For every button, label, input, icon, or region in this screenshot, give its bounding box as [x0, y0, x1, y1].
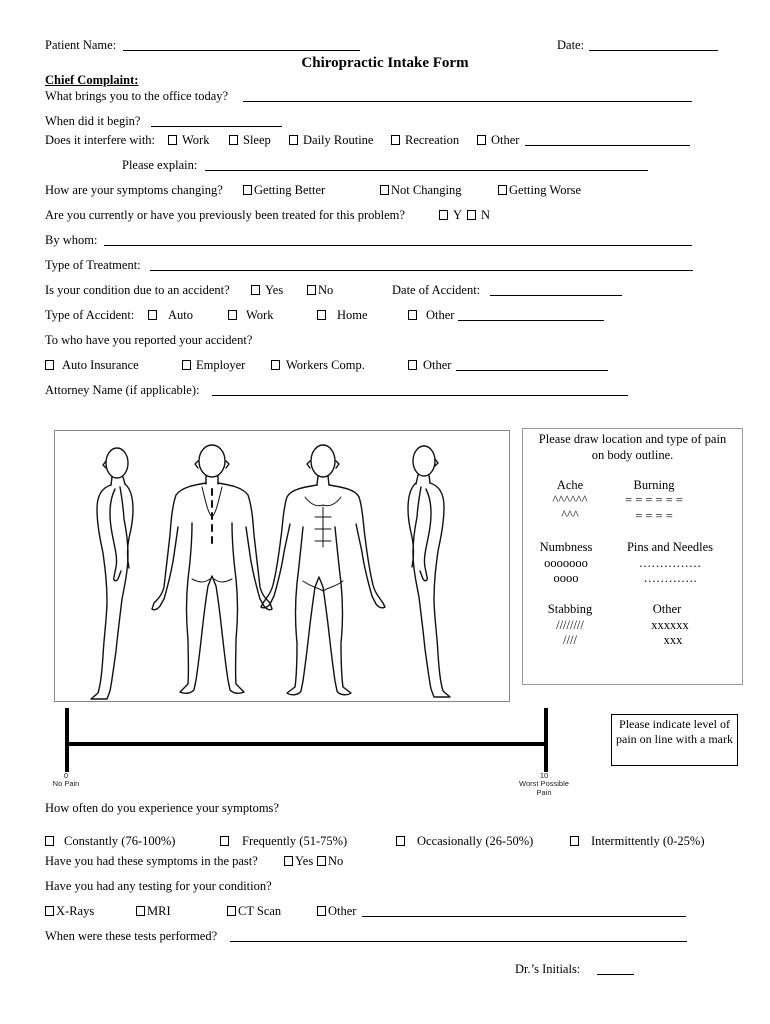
scale-max-label: Worst Possible — [519, 779, 569, 788]
checkbox-icon — [477, 135, 486, 145]
date-field[interactable] — [589, 50, 718, 51]
pain-scale[interactable] — [40, 700, 600, 780]
date-accident-label: Date of Accident: — [392, 283, 481, 297]
initials-field[interactable] — [597, 974, 634, 975]
type-accident-label: Type of Accident: — [45, 308, 135, 322]
getting-worse-checkbox[interactable] — [498, 183, 581, 198]
form-title: Chiropractic Intake Form — [301, 55, 469, 71]
reported-label: To who have you reported your accident? — [45, 333, 253, 347]
option-label: Auto — [168, 308, 193, 322]
scale-max-value: 10 — [539, 771, 549, 780]
checkbox-icon — [182, 360, 191, 370]
accident-auto-checkbox[interactable] — [148, 308, 193, 323]
body-outline-figures — [55, 431, 509, 701]
pain-scale-left-tick — [65, 708, 69, 772]
checkbox-icon — [168, 135, 177, 145]
testing-label: Have you had any testing for your condition? — [45, 879, 272, 893]
checkbox-icon — [307, 285, 316, 295]
option-label: N — [481, 208, 491, 222]
checkbox-icon — [317, 906, 326, 916]
accident-other-field[interactable] — [458, 320, 604, 321]
reported-other-checkbox[interactable] — [408, 358, 451, 373]
checkbox-icon — [408, 310, 417, 320]
legend-numbness-symbol-2: oooo — [553, 571, 579, 585]
checkbox-icon — [220, 836, 229, 846]
option-label: Sleep — [243, 133, 271, 147]
freq-intermittently-checkbox[interactable] — [570, 834, 705, 849]
legend-burning-name: Burning — [633, 478, 675, 492]
by-whom-field[interactable] — [104, 245, 692, 246]
tests-when-label: When were these tests performed? — [45, 929, 218, 943]
interfere-label: Does it interfere with: — [45, 133, 156, 147]
interfere-other-field[interactable] — [525, 145, 690, 146]
legend-other-symbol: xxxxxx — [651, 618, 689, 632]
legend-numbness-symbol: ooooooo — [544, 556, 588, 570]
reported-employer-checkbox[interactable] — [182, 358, 245, 373]
past-label: Have you had these symptoms in the past? — [45, 854, 258, 868]
when-begin-label: When did it begin? — [45, 114, 141, 128]
checkbox-icon — [229, 135, 238, 145]
option-label: No — [318, 283, 334, 297]
checkbox-icon — [284, 856, 293, 866]
type-treatment-label: Type of Treatment: — [45, 258, 141, 272]
accident-no-checkbox[interactable] — [307, 283, 333, 298]
checkbox-icon — [570, 836, 579, 846]
reported-workers-comp-checkbox[interactable] — [271, 358, 365, 373]
accident-yes-checkbox[interactable] — [251, 283, 283, 298]
legend-intro: Please draw location and type of pain on body outline. — [538, 432, 727, 462]
legend-ache-symbol-2: ^^^ — [561, 508, 579, 522]
accident-label: Is your condition due to an accident? — [45, 283, 230, 297]
figure-side-right — [408, 446, 450, 697]
checkbox-icon — [271, 360, 280, 370]
option-label: Recreation — [405, 133, 460, 147]
option-label: Yes — [265, 283, 284, 297]
checkbox-icon — [317, 310, 326, 320]
option-label: No — [328, 854, 344, 868]
option-label: Getting Worse — [509, 183, 582, 197]
patient-name-label: Patient Name: — [45, 38, 117, 52]
checkbox-icon — [136, 906, 145, 916]
legend-pins-symbol: …………… — [638, 556, 702, 570]
option-label: Occasionally (26-50%) — [417, 834, 534, 848]
treated-no-checkbox[interactable] — [467, 208, 490, 223]
checkbox-icon — [148, 310, 157, 320]
legend-ache-name: Ache — [556, 478, 584, 492]
by-whom-label: By whom: — [45, 233, 98, 247]
pain-scale-right-tick — [544, 708, 548, 772]
interfere-other-checkbox[interactable] — [477, 133, 519, 148]
option-label: Daily Routine — [303, 133, 374, 147]
interfere-work-checkbox[interactable] — [168, 133, 209, 148]
test-other-field[interactable] — [362, 916, 686, 917]
legend-stabbing-name: Stabbing — [547, 602, 593, 616]
option-label: Getting Better — [254, 183, 326, 197]
freq-occasionally-checkbox[interactable] — [396, 834, 533, 849]
tests-when-field[interactable] — [230, 941, 687, 942]
test-ctscan-checkbox[interactable] — [227, 904, 281, 919]
checkbox-icon — [396, 836, 405, 846]
legend-stabbing-symbol: //////// — [556, 618, 584, 632]
interfere-sleep-checkbox[interactable] — [229, 133, 271, 148]
what-brings-field[interactable] — [243, 101, 692, 102]
option-label: Workers Comp. — [286, 358, 365, 372]
checkbox-icon — [227, 906, 236, 916]
not-changing-checkbox[interactable] — [380, 183, 461, 198]
option-label: Auto Insurance — [62, 358, 139, 372]
treated-label: Are you currently or have you previously been treated for this problem? — [45, 208, 405, 222]
option-label: Other — [426, 308, 455, 322]
body-outline-area[interactable] — [54, 430, 510, 702]
past-yes-checkbox[interactable] — [284, 854, 313, 869]
figure-back — [152, 445, 272, 693]
option-label: Frequently (51-75%) — [242, 834, 348, 848]
date-label: Date: — [557, 38, 585, 52]
initials-label: Dr.’s Initials: — [515, 962, 581, 976]
please-explain-label: Please explain: — [122, 158, 198, 172]
pain-legend — [522, 428, 743, 685]
scale-max-label-2: Pain — [536, 788, 552, 797]
option-label: Work — [182, 133, 210, 147]
interfere-recreation-checkbox[interactable] — [391, 133, 459, 148]
type-treatment-field[interactable] — [150, 270, 693, 271]
legend-ache-symbol: ^^^^^^ — [552, 493, 588, 507]
option-label: Not Changing — [391, 183, 462, 197]
option-label: X-Rays — [56, 904, 95, 918]
figure-side-left — [91, 448, 133, 699]
checkbox-icon — [228, 310, 237, 320]
legend-stabbing-symbol-2: //// — [563, 633, 577, 647]
option-label: Y — [453, 208, 463, 222]
pain-scale-note: Please indicate level of pain on line with a mark — [611, 714, 738, 766]
option-label: Work — [246, 308, 274, 322]
interfere-daily-routine-checkbox[interactable] — [289, 133, 373, 148]
option-label: MRI — [147, 904, 171, 918]
please-explain-field[interactable] — [205, 170, 648, 171]
getting-better-checkbox[interactable] — [243, 183, 325, 198]
accident-work-checkbox[interactable] — [228, 308, 273, 323]
figure-front — [261, 445, 385, 695]
scale-min-value: 0 — [63, 771, 69, 780]
accident-home-checkbox[interactable] — [317, 308, 368, 323]
option-label: Other — [423, 358, 452, 372]
what-brings-label: What brings you to the office today? — [45, 89, 229, 103]
checkbox-icon — [243, 185, 252, 195]
checkbox-icon — [45, 360, 54, 370]
checkbox-icon — [289, 135, 298, 145]
legend-numbness-name: Numbness — [539, 540, 593, 554]
checkbox-icon — [408, 360, 417, 370]
reported-auto-insurance-checkbox[interactable] — [45, 358, 139, 373]
checkbox-icon — [498, 185, 507, 195]
option-label: Other — [328, 904, 357, 918]
legend-other-name: Other — [652, 602, 682, 616]
attorney-field[interactable] — [212, 395, 628, 396]
option-label: Other — [491, 133, 520, 147]
option-label: Intermittently (0-25%) — [591, 834, 705, 848]
option-label: Yes — [295, 854, 314, 868]
when-begin-field[interactable] — [151, 126, 282, 127]
treated-yes-checkbox[interactable] — [439, 208, 462, 223]
legend-burning-symbol: = = = = = = — [625, 493, 683, 507]
option-label: Home — [337, 308, 368, 322]
past-no-checkbox[interactable] — [317, 854, 343, 869]
checkbox-icon — [45, 906, 54, 916]
test-mri-checkbox[interactable] — [136, 904, 171, 919]
freq-constantly-checkbox[interactable] — [45, 834, 175, 849]
pain-scale-line[interactable] — [67, 742, 546, 746]
reported-other-field[interactable] — [456, 370, 608, 371]
freq-frequently-checkbox[interactable] — [220, 834, 347, 849]
checkbox-icon — [251, 285, 260, 295]
test-xrays-checkbox[interactable] — [45, 904, 94, 919]
checkbox-icon — [467, 210, 476, 220]
scale-min-label: No Pain — [52, 779, 80, 788]
accident-other-checkbox[interactable] — [408, 308, 454, 323]
legend-burning-symbol-2: = = = = — [635, 509, 673, 523]
checkbox-icon — [45, 836, 54, 846]
attorney-label: Attorney Name (if applicable): — [45, 383, 200, 397]
legend-other-symbol-2: xxx — [663, 633, 683, 647]
option-label: CT Scan — [238, 904, 282, 918]
checkbox-icon — [380, 185, 389, 195]
changing-label: How are your symptoms changing? — [45, 183, 223, 197]
test-other-checkbox[interactable] — [317, 904, 356, 919]
patient-name-field[interactable] — [123, 50, 360, 51]
option-label: Employer — [196, 358, 246, 372]
checkbox-icon — [391, 135, 400, 145]
legend-pins-name: Pins and Needles — [626, 540, 714, 554]
frequency-label: How often do you experience your symptoms? — [45, 801, 279, 815]
legend-pins-symbol-2: …………. — [643, 571, 697, 585]
option-label: Constantly (76-100%) — [64, 834, 176, 848]
checkbox-icon — [439, 210, 448, 220]
date-accident-field[interactable] — [490, 295, 622, 296]
checkbox-icon — [317, 856, 326, 866]
chief-complaint-heading: Chief Complaint: — [45, 73, 139, 87]
